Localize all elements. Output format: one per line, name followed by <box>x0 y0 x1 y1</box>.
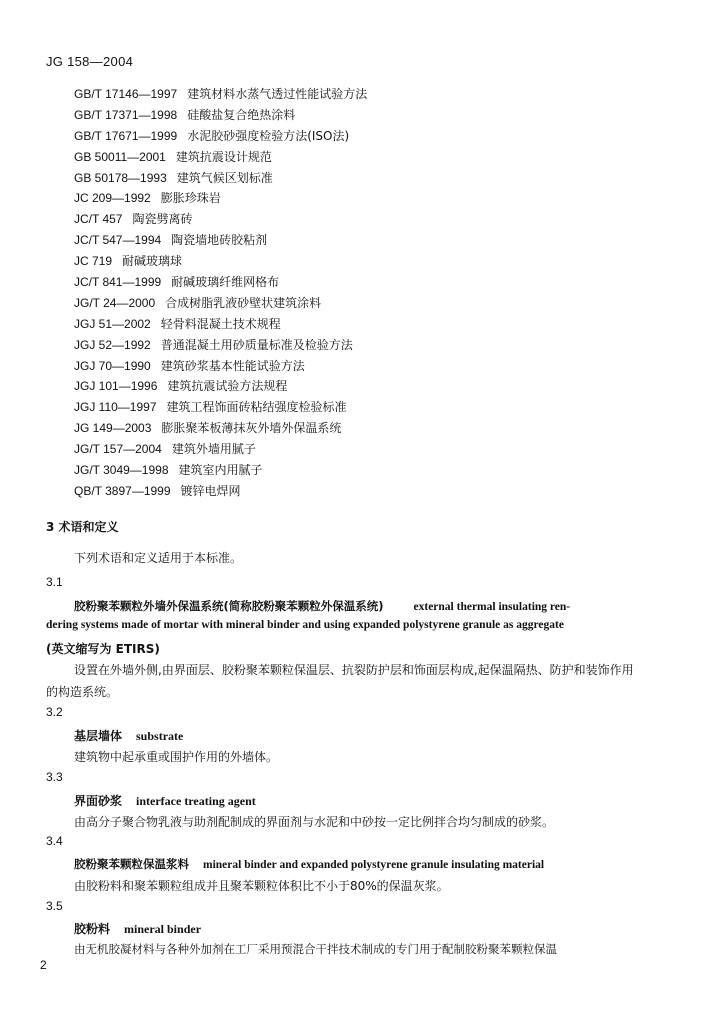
term-definition: 由高分子聚合物乳液与助剂配制成的界面剂与水泥和中砂按一定比例拌合均匀制成的砂浆。 <box>74 815 555 829</box>
term-number: 3.1 <box>46 575 63 589</box>
term-definition: 由胶粉料和聚苯颗粒组成并且聚苯颗粒体积比不小于80%的保温灰浆。 <box>74 879 449 893</box>
reference-code: JGJ 70—1990 <box>74 358 151 373</box>
reference-code: GB 50178—1993 <box>74 170 167 185</box>
term-english: mineral binder <box>124 922 202 936</box>
term-number: 3.4 <box>46 834 63 848</box>
reference-title: 耐碱玻璃纤维网格布 <box>171 275 280 290</box>
reference-item <box>74 209 674 230</box>
reference-title: 轻骨料混凝土技术规程 <box>160 316 281 331</box>
reference-item <box>74 147 674 168</box>
term-abbreviation: (英文缩写为 ETIRS) <box>46 642 160 656</box>
reference-title: 耐碱玻璃球 <box>122 254 183 269</box>
reference-item <box>74 293 674 314</box>
reference-code: GB 50011—2001 <box>74 149 166 164</box>
term-english: mineral binder and expanded polystyrene granule insulating material <box>203 859 545 871</box>
reference-title: 建筑材料水蒸气透过性能试验方法 <box>187 87 368 101</box>
reference-item <box>74 356 674 377</box>
reference-item <box>74 314 674 335</box>
reference-item <box>74 460 674 481</box>
term-number: 3.2 <box>46 705 63 719</box>
section-title: 3 术语和定义 <box>46 520 119 534</box>
reference-code: JGJ 110—1997 <box>74 400 157 415</box>
reference-item <box>74 188 674 209</box>
reference-title: 陶瓷劈离砖 <box>132 212 193 227</box>
reference-code: JG/T 24—2000 <box>74 295 156 310</box>
reference-code: JGJ 51—2002 <box>74 316 151 331</box>
term-definition: 由无机胶凝材料与各种外加剂在工厂采用预混合干拌技术制成的专门用于配制胶粉聚苯颗粒保温 <box>74 942 557 956</box>
reference-item <box>74 168 674 189</box>
reference-title: 镀锌电焊网 <box>180 483 241 498</box>
reference-code: JG/T 3049—1998 <box>74 463 169 478</box>
term-chinese: 界面砂浆 <box>74 794 123 808</box>
document-header: JG 158—2004 <box>46 54 134 69</box>
term-chinese: 胶粉料 <box>74 922 111 936</box>
reference-title: 建筑砂浆基本性能试验方法 <box>160 358 305 373</box>
reference-title: 膨胀聚苯板薄抹灰外墙外保温系统 <box>161 421 342 436</box>
reference-item <box>74 481 674 502</box>
term-english: substrate <box>136 729 184 743</box>
reference-title: 建筑外墙用腻子 <box>171 442 256 457</box>
reference-item <box>74 272 674 293</box>
term-definition: 设置在外墙外侧,由界面层、胶粉聚苯颗粒保温层、抗裂防护层和饰面层构成,起保温隔热、防护和装饰作用的构造系统。 <box>46 663 634 699</box>
term-chinese: 胶粉聚苯颗粒外墙外保温系统(简称胶粉聚苯颗粒外保温系统) <box>74 599 384 613</box>
reference-code: GB/T 17146—1997 <box>74 87 178 101</box>
reference-item <box>74 251 674 272</box>
term-chinese: 胶粉聚苯颗粒保温浆料 <box>74 857 189 871</box>
reference-code: JC 719 <box>74 254 113 269</box>
reference-code: JC/T 547—1994 <box>74 233 162 248</box>
reference-title: 建筑抗震试验方法规程 <box>167 379 288 394</box>
term-chinese: 基层墙体 <box>74 729 123 743</box>
reference-title: 普通混凝土用砂质量标准及检验方法 <box>160 337 353 352</box>
reference-code: QB/T 3897—1999 <box>74 483 171 498</box>
reference-code: JGJ 101—1996 <box>74 379 158 394</box>
reference-item <box>74 84 674 105</box>
reference-code: GB/T 17371—1998 <box>74 107 178 122</box>
term-english-continued: dering systems made of mortar with mineral binder and using expanded polystyrene granule as aggregate <box>46 619 564 631</box>
reference-title: 建筑抗震设计规范 <box>175 149 272 164</box>
term-heading <box>74 920 201 937</box>
reference-title: 膨胀珍珠岩 <box>160 191 221 206</box>
reference-code: JC 209—1992 <box>74 191 151 206</box>
reference-title: 陶瓷墙地砖胶粘剂 <box>171 233 268 248</box>
reference-item <box>74 105 674 126</box>
term-number: 3.3 <box>46 770 63 784</box>
reference-title: 合成树脂乳液砂壁状建筑涂料 <box>165 295 322 310</box>
term-number: 3.5 <box>46 899 63 913</box>
section-intro: 下列术语和定义适用于本标准。 <box>74 551 243 565</box>
reference-title: 建筑室内用腻子 <box>178 463 263 478</box>
page-number: 2 <box>40 958 47 972</box>
reference-item <box>74 397 674 418</box>
reference-item <box>74 439 674 460</box>
term-heading <box>74 598 570 614</box>
reference-title: 建筑气候区划标准 <box>176 170 273 185</box>
reference-code: JG 149—2003 <box>74 421 152 436</box>
reference-title: 硅酸盐复合绝热涂料 <box>187 107 296 122</box>
reference-item <box>74 376 674 397</box>
reference-code: JGJ 52—1992 <box>74 337 151 352</box>
term-english: interface treating agent <box>136 794 256 808</box>
reference-code: GB/T 17671—1999 <box>74 128 178 143</box>
normative-references-list <box>74 84 674 502</box>
reference-item <box>74 335 674 356</box>
reference-item <box>74 418 674 439</box>
reference-code: JG/T 157—2004 <box>74 442 162 457</box>
reference-item <box>74 126 674 147</box>
reference-item <box>74 230 674 251</box>
term-definition: 建筑物中起承重或围护作用的外墙体。 <box>74 750 279 764</box>
reference-title: 水泥胶砂强度检验方法(ISO法) <box>187 128 350 143</box>
reference-code: JC/T 457 <box>74 212 123 227</box>
reference-title: 建筑工程饰面砖粘结强度检验标准 <box>166 400 347 415</box>
term-heading <box>74 727 183 744</box>
term-heading <box>74 792 256 809</box>
term-english: external thermal insulating ren- <box>413 601 571 613</box>
term-heading <box>74 856 544 872</box>
reference-code: JC/T 841—1999 <box>74 275 162 290</box>
